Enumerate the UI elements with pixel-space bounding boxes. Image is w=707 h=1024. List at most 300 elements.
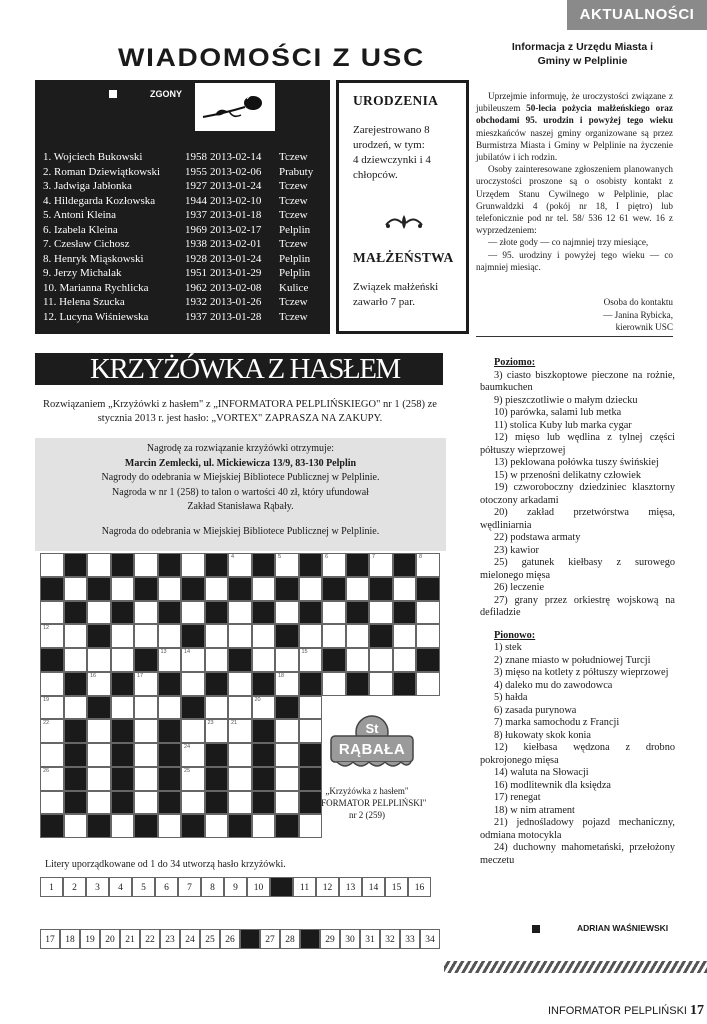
grid-cell[interactable]	[134, 743, 158, 767]
grid-block	[158, 719, 182, 743]
grid-cell[interactable]	[393, 624, 417, 648]
grid-cell[interactable]	[111, 624, 135, 648]
strip-cell[interactable]: 16	[408, 877, 431, 897]
grid-cell[interactable]	[205, 719, 229, 743]
grid-block	[393, 553, 417, 577]
death-year: 1928	[185, 252, 207, 265]
grid-block	[228, 577, 252, 601]
grid-cell[interactable]	[346, 577, 370, 601]
grid-cell[interactable]	[275, 767, 299, 791]
grid-block	[416, 577, 440, 601]
strip-cell[interactable]: 25	[200, 929, 220, 949]
grid-cell[interactable]	[228, 624, 252, 648]
grid-cell[interactable]	[40, 767, 64, 791]
grid-block	[228, 648, 252, 672]
clue: 18) w nim atrament	[494, 804, 575, 816]
grid-cell[interactable]	[158, 696, 182, 720]
grid-block	[64, 672, 88, 696]
clue: 3) ciasto biszkoptowe pieczone na rożnie, baumkuchen	[480, 369, 675, 393]
grid-number: 23	[207, 720, 214, 727]
grid-cell[interactable]	[228, 553, 252, 577]
grid-cell[interactable]	[134, 601, 158, 625]
death-row	[35, 252, 330, 267]
grid-cell[interactable]	[40, 624, 64, 648]
grid-block	[40, 577, 64, 601]
grid-block	[252, 672, 276, 696]
grid-number: 25	[184, 767, 191, 774]
grid-cell[interactable]	[134, 624, 158, 648]
grid-cell[interactable]	[322, 601, 346, 625]
grid-cell[interactable]	[40, 791, 64, 815]
grid-cell[interactable]	[87, 648, 111, 672]
logo-mark: St	[365, 721, 379, 736]
grid-cell[interactable]	[205, 648, 229, 672]
death-date: 2013-02-08	[210, 281, 262, 294]
strip-cell[interactable]: 24	[180, 929, 200, 949]
clue: 15) w przenośni delikatny człowiek	[494, 469, 641, 481]
grid-block	[87, 577, 111, 601]
death-year: 1944	[185, 194, 207, 207]
strip-cell[interactable]: 11	[293, 877, 316, 897]
grid-block	[40, 648, 64, 672]
grid-cell[interactable]	[299, 624, 323, 648]
death-year: 1937	[185, 209, 207, 221]
death-row	[35, 295, 330, 310]
death-name: 5. Antoni Kleina	[43, 209, 117, 221]
grid-cell[interactable]	[40, 672, 64, 696]
down-clues	[480, 642, 675, 867]
grid-cell[interactable]	[181, 553, 205, 577]
info-paragraph-3: — złote gody — co najmniej trzy miesiące,	[488, 237, 649, 248]
grid-block	[111, 601, 135, 625]
info-title: Informacja z Urzędu Miasta i Gminy w Pelplinie	[511, 41, 654, 67]
grid-number: 24	[184, 744, 191, 750]
divider	[476, 336, 673, 337]
rose-image	[195, 83, 275, 131]
grid-block	[393, 672, 417, 696]
grid-cell[interactable]	[275, 648, 299, 672]
births-text: Zarejestrowano 8 urodzeń, w tym:	[353, 124, 430, 151]
clue: 2) znane miasto w południowej Turcji	[494, 654, 651, 666]
grid-block	[205, 601, 229, 625]
grid-number: 19	[43, 696, 50, 703]
grid-number: 17	[137, 672, 144, 679]
grid-block	[111, 553, 135, 577]
clue: 8) łukowaty skok konia	[494, 729, 591, 741]
grid-block	[299, 743, 323, 767]
grid-cell[interactable]	[322, 553, 346, 577]
clues	[480, 357, 675, 867]
grid-cell[interactable]	[64, 624, 88, 648]
grid-cell[interactable]	[228, 696, 252, 720]
grid-cell[interactable]	[416, 601, 440, 625]
grid-block	[346, 553, 370, 577]
strip-cell[interactable]: 13	[339, 877, 362, 897]
death-row	[35, 223, 330, 238]
grid-cell[interactable]	[299, 648, 323, 672]
grid-cell[interactable]	[205, 577, 229, 601]
grid-block	[87, 624, 111, 648]
death-name: 3. Jadwiga Jabłonka	[43, 180, 132, 192]
grid-block	[346, 672, 370, 696]
death-date: 2013-02-01	[210, 238, 262, 250]
clue: 7) marka samochodu z Francji	[494, 717, 620, 728]
grid-cell[interactable]	[275, 743, 299, 767]
death-date: 2013-01-28	[210, 310, 262, 323]
strip-cell[interactable]: 5	[132, 877, 155, 897]
strip-cell[interactable]: 15	[385, 877, 408, 897]
grid-cell[interactable]	[64, 648, 88, 672]
across-heading: Poziomo:	[494, 357, 536, 368]
grid-cell[interactable]	[228, 672, 252, 696]
across-clues	[480, 370, 675, 620]
death-name: 2. Roman Dziewiątkowski	[43, 165, 161, 178]
strip-cell[interactable]: 14	[362, 877, 385, 897]
clue: 20) zakład przetwórstwa mięsa, wędliniarnia	[480, 507, 675, 531]
death-date: 2013-01-29	[210, 267, 262, 279]
death-year: 1969	[185, 223, 207, 236]
grid-cell[interactable]	[369, 648, 393, 672]
grid-cell[interactable]	[181, 767, 205, 791]
death-name: 1. Wojciech Bukowski	[43, 151, 143, 163]
death-place: Tczew	[279, 151, 308, 163]
grid-cell[interactable]	[181, 648, 205, 672]
death-name: 10. Marianna Rychlicka	[43, 281, 149, 294]
grid-block	[111, 672, 135, 696]
clue: 22) podstawa armaty	[494, 532, 581, 543]
clue: 12) kiełbasa wędzona z drobno pokrojonego mięsa	[480, 742, 675, 766]
grid-cell[interactable]	[181, 672, 205, 696]
grid-block	[134, 814, 158, 838]
grid-cell[interactable]	[134, 791, 158, 815]
page-number: 17	[689, 1003, 704, 1018]
grid-cell[interactable]	[393, 648, 417, 672]
grid-cell[interactable]	[369, 672, 393, 696]
grid-number: 26	[43, 767, 50, 774]
strip-cell[interactable]: 7	[178, 877, 201, 897]
grid-cell[interactable]	[134, 672, 158, 696]
death-row	[35, 310, 330, 325]
grid-cell[interactable]	[111, 577, 135, 601]
grid-cell[interactable]	[111, 648, 135, 672]
strip-cell[interactable]: 31	[360, 929, 380, 949]
grid-cell[interactable]	[181, 791, 205, 815]
grid-cell[interactable]	[40, 601, 64, 625]
grid-block	[64, 743, 88, 767]
strip-cell[interactable]: 26	[220, 929, 240, 949]
grid-cell[interactable]	[40, 696, 64, 720]
grid-cell[interactable]	[416, 553, 440, 577]
death-date: 2013-01-24	[210, 180, 262, 192]
strip-cell[interactable]: 18	[60, 929, 80, 949]
marriages-text: Związek małżeński zawarło 7 par.	[353, 281, 439, 308]
grid-cell[interactable]	[299, 696, 323, 720]
strip-cell[interactable]: 2	[63, 877, 86, 897]
strip-cell[interactable]: 30	[340, 929, 360, 949]
grid-cell[interactable]	[40, 553, 64, 577]
logo-text: RĄBAŁA	[338, 741, 406, 758]
death-place: Tczew	[279, 209, 308, 221]
death-year: 1962	[185, 281, 207, 294]
grid-cell[interactable]	[87, 601, 111, 625]
grid-cell[interactable]	[228, 601, 252, 625]
grid-cell[interactable]	[111, 696, 135, 720]
grid-cell[interactable]	[87, 672, 111, 696]
grid-block	[64, 767, 88, 791]
grid-cell[interactable]	[87, 791, 111, 815]
death-year: 1932	[185, 296, 207, 308]
grid-cell[interactable]	[346, 648, 370, 672]
grid-cell[interactable]	[369, 553, 393, 577]
strip-cell[interactable]: 17	[40, 929, 60, 949]
grid-cell[interactable]	[228, 719, 252, 743]
grid-block	[87, 696, 111, 720]
grid-number: 15	[301, 649, 308, 655]
grid-block	[158, 743, 182, 767]
grid-number: 16	[90, 672, 97, 679]
grid-cell[interactable]	[228, 767, 252, 791]
grid-cell[interactable]	[64, 814, 88, 838]
grid-cell[interactable]	[416, 624, 440, 648]
grid-cell[interactable]	[158, 577, 182, 601]
grid-block	[299, 601, 323, 625]
grid-block	[158, 553, 182, 577]
grid-block	[134, 648, 158, 672]
strip-cell[interactable]: 28	[280, 929, 300, 949]
letters-note: Litery uporządkowane od 1 do 34 utworzą hasło krzyżówki.	[45, 859, 286, 870]
clue: 13) peklowana połówka tuszy świńskiej	[494, 457, 659, 468]
grid-cell[interactable]	[87, 767, 111, 791]
grid-cell[interactable]	[369, 601, 393, 625]
grid-cell[interactable]	[181, 601, 205, 625]
author: ADRIAN WAŚNIEWSKI	[577, 923, 669, 933]
strip-cell[interactable]: 4	[109, 877, 132, 897]
grid-cell[interactable]	[87, 553, 111, 577]
grid-block	[393, 601, 417, 625]
grid-block	[205, 791, 229, 815]
grid-block	[252, 743, 276, 767]
grid-block	[64, 553, 88, 577]
bullet-square	[532, 925, 540, 933]
grid-block	[205, 553, 229, 577]
grid-block	[228, 814, 252, 838]
death-name: 11. Helena Szucka	[43, 296, 125, 308]
grid-block	[275, 814, 299, 838]
death-row	[35, 165, 330, 180]
strip-cell[interactable]: 34	[420, 929, 440, 949]
clue: 24) duchowny mahometański, przełożony meczetu	[480, 842, 675, 866]
grid-block	[252, 601, 276, 625]
grid-cell[interactable]	[64, 577, 88, 601]
grid-cell[interactable]	[228, 791, 252, 815]
death-year: 1937	[185, 310, 207, 323]
grid-cell[interactable]	[158, 648, 182, 672]
grid-cell[interactable]	[252, 624, 276, 648]
death-row	[35, 208, 330, 223]
grid-block	[64, 791, 88, 815]
strip-cell[interactable]: 10	[247, 877, 270, 897]
ornament-icon	[384, 213, 424, 236]
info-contact: Osoba do kontaktu — Janina Rybicka, kierownik USC	[603, 297, 673, 332]
death-date: 2013-02-06	[210, 165, 262, 178]
grid-block	[205, 743, 229, 767]
grid-block	[158, 767, 182, 791]
grid-cell[interactable]	[40, 719, 64, 743]
info-paragraph-2: Osoby zainteresowane zgłoszeniem planowanych uroczystości proszone są o osobisty kontakt z Urzędem Stanu Cywilnego w Pelplinie, plac Grunwaldzki 4 (pokój nr 18, I piętro) lub telefonicznie pod nr tel. 58/ 536 12 61 wew. 16 z wyprzedzeniem:	[476, 164, 673, 236]
grid-block	[416, 648, 440, 672]
death-place: Pelplin	[279, 223, 311, 236]
strip-cell[interactable]: 22	[140, 929, 160, 949]
death-name: 8. Henryk Miąskowski	[43, 252, 144, 265]
death-place: Pelplin	[279, 252, 311, 265]
grid-cell[interactable]	[228, 743, 252, 767]
grid-cell[interactable]	[181, 719, 205, 743]
death-place: Tczew	[279, 180, 308, 192]
grid-cell[interactable]	[322, 672, 346, 696]
clue: 4) daleko mu do zawodowca	[494, 679, 613, 691]
grid-number: 13	[160, 649, 167, 655]
strip-cell[interactable]: 20	[100, 929, 120, 949]
strip-cell[interactable]: 27	[260, 929, 280, 949]
grid-block	[369, 577, 393, 601]
strip-cell[interactable]: 6	[155, 877, 178, 897]
grid-cell[interactable]	[275, 672, 299, 696]
grid-cell[interactable]	[205, 696, 229, 720]
grid-cell[interactable]	[87, 719, 111, 743]
clue: 23) kawior	[494, 544, 539, 556]
deaths-list	[35, 150, 330, 324]
grid-cell[interactable]	[205, 624, 229, 648]
clue: 3) mięso na kotlety z półtuszy wieprzowej	[494, 667, 669, 678]
grid-cell[interactable]	[252, 814, 276, 838]
grid-cell[interactable]	[181, 743, 205, 767]
grid-cell[interactable]	[299, 719, 323, 743]
strip-block	[240, 929, 260, 949]
grid-cell[interactable]	[393, 577, 417, 601]
death-date: 2013-01-24	[210, 252, 262, 265]
strip-cell[interactable]: 33	[400, 929, 420, 949]
grid-number: 6	[325, 554, 329, 560]
births-box	[336, 80, 469, 334]
grid-cell[interactable]	[134, 553, 158, 577]
grid-cell[interactable]	[275, 601, 299, 625]
grid-block	[299, 553, 323, 577]
grid-cell[interactable]	[134, 696, 158, 720]
death-place: Pelplin	[279, 267, 311, 279]
strip-cell[interactable]: 3	[86, 877, 109, 897]
grid-block	[252, 553, 276, 577]
death-place: Prabuty	[279, 165, 314, 178]
grid-block	[275, 624, 299, 648]
grid-cell[interactable]	[205, 814, 229, 838]
publication-name: INFORMATOR PELPLIŃSKI	[548, 1005, 687, 1017]
strip-cell[interactable]: 32	[380, 929, 400, 949]
death-year: 1958	[185, 151, 207, 163]
strip-cell[interactable]: 9	[224, 877, 247, 897]
death-date: 2013-01-26	[210, 296, 262, 308]
grid-number: 21	[231, 720, 238, 727]
grid-cell[interactable]	[158, 814, 182, 838]
grid-block	[181, 624, 205, 648]
clue: 21) jednośladowy pojazd mechaniczny, odmiana motocykla	[480, 817, 675, 841]
grid-cell[interactable]	[275, 791, 299, 815]
births-heading: URODZENIA	[353, 93, 439, 108]
grid-cell[interactable]	[346, 624, 370, 648]
grid-cell[interactable]	[275, 553, 299, 577]
grid-number: 12	[43, 625, 50, 632]
clue: 5) hałda	[494, 692, 528, 703]
grid-block	[111, 743, 135, 767]
death-date: 2013-02-14	[210, 151, 262, 163]
grid-block	[205, 672, 229, 696]
grid-cell[interactable]	[111, 814, 135, 838]
grid-block	[87, 814, 111, 838]
death-year: 1951	[185, 267, 207, 279]
deaths-box	[35, 80, 330, 334]
grid-cell[interactable]	[64, 696, 88, 720]
grid-cell[interactable]	[252, 696, 276, 720]
grid-cell[interactable]	[275, 719, 299, 743]
grid-cell[interactable]	[299, 577, 323, 601]
death-year: 1927	[185, 180, 207, 192]
strip-cell[interactable]: 1	[40, 877, 63, 897]
grid-cell[interactable]	[158, 624, 182, 648]
grid-cell[interactable]	[252, 577, 276, 601]
clue: 17) renegat	[494, 792, 541, 803]
strip-cell[interactable]: 12	[316, 877, 339, 897]
death-row	[35, 179, 330, 194]
clue: 6) zasada purynowa	[494, 704, 577, 716]
death-year: 1955	[185, 165, 207, 178]
grid-cell[interactable]	[40, 743, 64, 767]
bullet-square	[109, 90, 117, 98]
death-date: 2013-01-18	[210, 209, 262, 221]
strip-cell[interactable]: 19	[80, 929, 100, 949]
grid-block	[158, 791, 182, 815]
grid-cell[interactable]	[134, 767, 158, 791]
down-heading: Pionowo:	[494, 629, 536, 641]
prize-box: Nagrodę za rozwiązanie krzyżówki otrzymuje: Marcin Zemlecki, ul. Mickiewicza 13/9, 83-130 Pelplin Nagrody do odebrania w Miejskiej Bibliotece Publicznej w Pelplinie. Nagroda w nr 1 (258) to talon o wartości 40 zł, który ufundował Zakład Stanisława Rąbały. Nagroda do odebrania w Miejskiej Bibliotece Publicznej w Pelplinie.	[35, 438, 446, 551]
grid-block	[134, 577, 158, 601]
grid-cell[interactable]	[416, 672, 440, 696]
grid-block	[181, 696, 205, 720]
strip-cell[interactable]: 8	[201, 877, 224, 897]
death-name: 7. Czesław Cichosz	[43, 238, 130, 250]
grid-cell[interactable]	[87, 743, 111, 767]
grid-block	[111, 719, 135, 743]
grid-cell[interactable]	[322, 624, 346, 648]
usc-title: WIADOMOŚCI Z USC	[118, 44, 425, 72]
decorative-stripes	[444, 961, 707, 973]
grid-number: 4	[231, 554, 235, 560]
grid-block	[111, 767, 135, 791]
section-tag: AKTUALNOŚCI	[567, 0, 707, 30]
grid-block	[252, 719, 276, 743]
grid-number: 8	[419, 554, 423, 560]
grid-cell[interactable]	[252, 648, 276, 672]
grid-block	[275, 577, 299, 601]
death-row	[35, 150, 330, 165]
strip-cell[interactable]: 23	[160, 929, 180, 949]
strip-cell[interactable]: 29	[320, 929, 340, 949]
death-place: Kulice	[279, 281, 309, 294]
grid-cell[interactable]	[134, 719, 158, 743]
strip-cell[interactable]: 21	[120, 929, 140, 949]
grid-number: 5	[278, 554, 282, 560]
info-body	[476, 90, 673, 273]
crossword-caption: „Krzyżówka z hasłem" „INFORMATOR PELPLIŃSKI" nr 2 (259)	[307, 786, 427, 820]
grid-block	[111, 791, 135, 815]
